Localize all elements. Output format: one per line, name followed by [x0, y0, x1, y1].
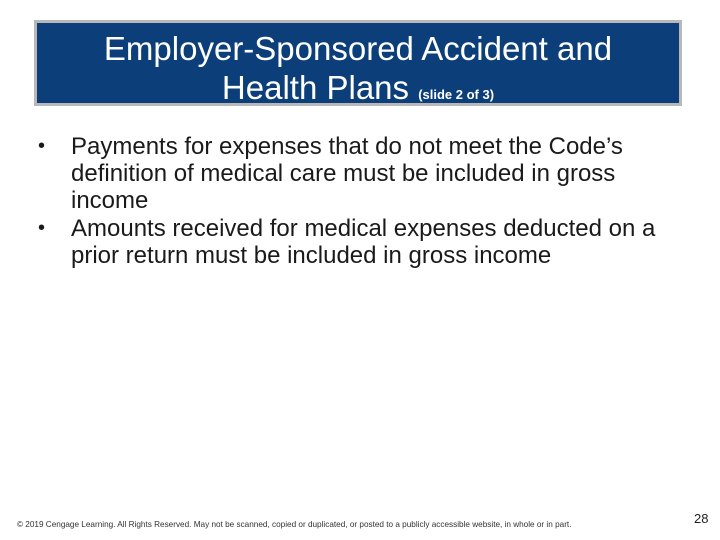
- bullet-icon: •: [38, 217, 46, 239]
- bullet-list: [36, 133, 676, 270]
- slide-title-banner: [34, 20, 682, 106]
- slide-counter: (slide 2 of 3): [418, 87, 495, 102]
- copyright-footer: © 2019 Cengage Learning. All Rights Reserved. May not be scanned, copied or duplicated, or posted to a publicly accessible website, in whole or in part.: [17, 520, 572, 529]
- bullet-item: [36, 215, 676, 269]
- bullet-text: Amounts received for medical expenses deducted on a prior return must be included in gross income: [71, 215, 656, 269]
- bullet-icon: •: [38, 135, 46, 157]
- slide-title-line-2: [37, 69, 679, 114]
- slide-title-line-1: Employer-Sponsored Accident and: [103, 30, 613, 67]
- bullet-text: Payments for expenses that do not meet the Code’s definition of medical care must be included in gross income: [71, 133, 623, 214]
- slide-title-text: Health Plans: [221, 69, 410, 106]
- page-number: 28: [694, 511, 709, 526]
- bullet-item: [36, 133, 676, 214]
